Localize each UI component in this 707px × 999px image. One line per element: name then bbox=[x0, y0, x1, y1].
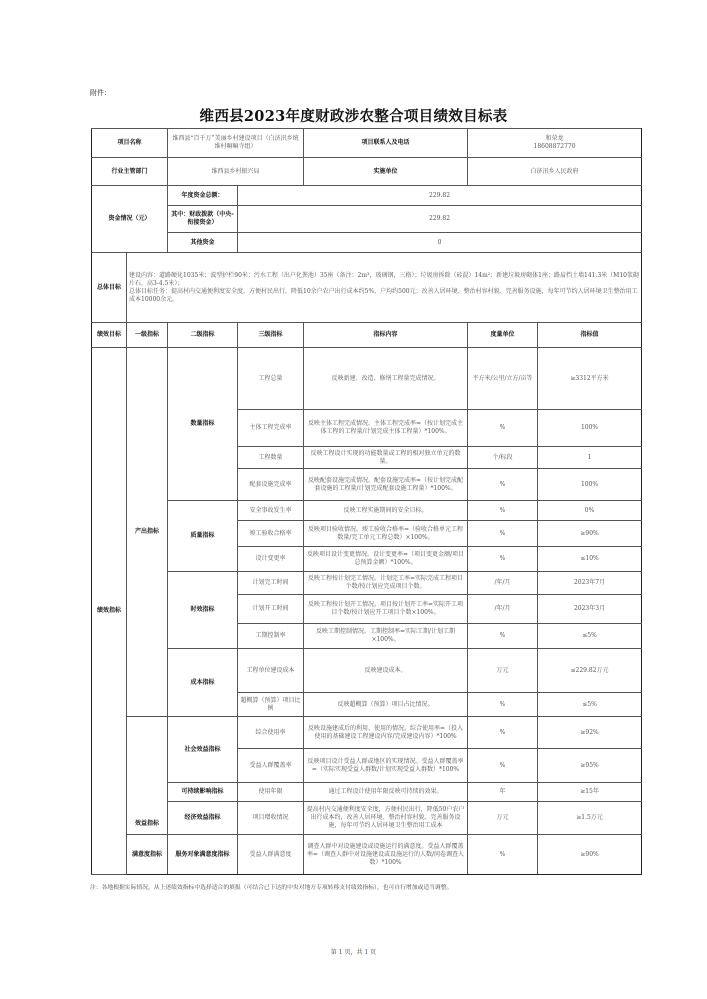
header-perf-target: 绩效目标 bbox=[92, 323, 127, 348]
indicator-unit: 平方米/公里/立方/亩等 bbox=[468, 348, 538, 410]
indicator-value: ≥1.5万元 bbox=[538, 802, 642, 835]
funding-total-label: 年度资金总额： bbox=[168, 186, 238, 206]
indicator-value: 2023年7月 bbox=[538, 572, 642, 595]
indicator-name: 工期控制率 bbox=[238, 624, 304, 649]
indicator-name: 超概算（预算）项目比例 bbox=[238, 693, 304, 717]
footnote: 注：各地根据实际情况，从上述绩效指标中选择适合的填报（可结合已下达的中央对地方专项转移支付绩效指标），也可自行增加或适当调整。 bbox=[90, 885, 453, 891]
indicator-unit: /年/月 bbox=[468, 595, 538, 624]
funding-other-label: 其他资金 bbox=[168, 233, 238, 253]
indicator-name: 竣工验收合格率 bbox=[238, 521, 304, 547]
indicator-name: 工程单位建设成本 bbox=[238, 649, 304, 693]
indicator-value: ≤5% bbox=[538, 624, 642, 649]
funding-total-value: 229.82 bbox=[238, 186, 642, 206]
indicator-value: ≥3312平方米 bbox=[538, 348, 642, 410]
overall-task-content: 总体目标任务：提高村内交通便利度安全度，方便村民出行，降低10余户农户出行成本约5%，户均约500元；改善人居环境、整治村容村貌、完善服务设施，每年可节约人居环境卫生整治用工成本10000余元。 bbox=[129, 287, 638, 303]
indicator-unit: % bbox=[468, 749, 538, 783]
level1-satisfaction: 满意度指标 bbox=[127, 835, 168, 875]
funding-fiscal-label: 其中：财政拨款（中央-衔接资金） bbox=[168, 206, 238, 233]
indicator-content: 反映工程实施期间的安全目标。 bbox=[304, 501, 468, 521]
header-level2: 二级指标 bbox=[168, 323, 238, 348]
indicator-value: 1 bbox=[538, 447, 642, 469]
pager-suffix: 页 bbox=[370, 949, 377, 956]
impl-value: 白济汛乡人民政府 bbox=[468, 158, 642, 186]
indicator-content: 反映配套设施完成情况。配套设施完成率=（按计划完成配套设施的工程量/计划完成配套设施工程量）*100%。 bbox=[304, 469, 468, 501]
level2-timeliness: 时效指标 bbox=[168, 572, 238, 649]
indicator-content: 通过工程设计使用年限反映可持续的效果。 bbox=[304, 783, 468, 802]
indicator-name: 项目增收情况 bbox=[238, 802, 304, 835]
impl-label: 实施单位 bbox=[304, 158, 468, 186]
indicator-value: ≤229.82万元 bbox=[538, 649, 642, 693]
overall-target-content bbox=[127, 253, 642, 323]
indicator-content: 反映建设成本。 bbox=[304, 649, 468, 693]
indicator-content: 反映工程按计划开工情况。项目按计划开工率=实际开工项目个数/按计划应开工项目个数×100%。 bbox=[304, 595, 468, 624]
indicator-value: ≤10% bbox=[538, 547, 642, 572]
indicator-unit: % bbox=[468, 547, 538, 572]
performance-target-table bbox=[91, 128, 642, 875]
indicator-name: 主体工程完成率 bbox=[238, 410, 304, 447]
indicator-name: 设计变更率 bbox=[238, 547, 304, 572]
header-level1: 一级指标 bbox=[127, 323, 168, 348]
indicator-value: ≥90% bbox=[538, 521, 642, 547]
indicator-name: 配套设施完成率 bbox=[238, 469, 304, 501]
level2-service: 服务对象满意度指标 bbox=[168, 835, 238, 875]
indicator-name: 安全事故发生率 bbox=[238, 501, 304, 521]
indicator-unit: % bbox=[468, 410, 538, 447]
pager-prefix: 第 bbox=[330, 949, 337, 956]
indicator-unit: 万元 bbox=[468, 802, 538, 835]
indicator-content: 反映主体工程完成情况。主体工程完成率=（按计划完成主体工程的工程量/计划完成主体工程量）*100%。 bbox=[304, 410, 468, 447]
indicator-name: 工程总量 bbox=[238, 348, 304, 410]
indicator-content: 调查人群中对设施建设或设施运行的满意度。受益人群覆盖率=（调查人群中对设施建设或设施运行的人数/问卷调查人数）*100% bbox=[304, 835, 468, 875]
total-pages: 1 bbox=[364, 949, 369, 956]
level2-social: 社会效益指标 bbox=[168, 717, 238, 783]
indicator-name: 使用年限 bbox=[238, 783, 304, 802]
level1-output: 产出指标 bbox=[127, 348, 168, 717]
indicator-content: 反映设施建成后的利用、使用的情况。综合使用率=（投入使用的基础建设工程建设内容/完成建设内容）*100% bbox=[304, 717, 468, 749]
page-indicator bbox=[0, 947, 707, 956]
header-value: 指标值 bbox=[538, 323, 642, 348]
indicator-name: 受益人群覆盖率 bbox=[238, 749, 304, 783]
indicator-unit: % bbox=[468, 693, 538, 717]
indicator-content: 反映工期控制情况。工期控制率=实际工期/计划工期×100%。 bbox=[304, 624, 468, 649]
indicator-unit: % bbox=[468, 469, 538, 501]
contact-label: 项目联系人及电话 bbox=[304, 129, 468, 158]
project-name-value: 维西县“百千万”美丽乡村建设项目（白济汛乡统维村嘛嘛寺组） bbox=[168, 129, 304, 158]
overall-target-label: 总体目标 bbox=[92, 253, 127, 323]
indicator-name: 计划完工时间 bbox=[238, 572, 304, 595]
table-row bbox=[92, 348, 642, 410]
table-row bbox=[92, 717, 642, 749]
indicator-name: 受益人群满意度 bbox=[238, 835, 304, 875]
funding-fiscal-value: 229.82 bbox=[238, 206, 642, 233]
indicator-value: ≥15年 bbox=[538, 783, 642, 802]
indicator-unit: 个/标段 bbox=[468, 447, 538, 469]
indicator-content: 反映超概算（预算）项目占比情况。 bbox=[304, 693, 468, 717]
indicator-value: ≤5% bbox=[538, 693, 642, 717]
level2-cost: 成本指标 bbox=[168, 649, 238, 717]
indicator-content: 反映项目设计变更情况。设计变更率=（项目变更金额/项目总预算金额）*100%。 bbox=[304, 547, 468, 572]
indicator-unit: % bbox=[468, 501, 538, 521]
indicator-value: ≥92% bbox=[538, 717, 642, 749]
contact-phone: 18608872770 bbox=[533, 143, 576, 150]
level1-benefit: 效益指标 bbox=[127, 717, 168, 835]
current-page: 1 bbox=[338, 949, 343, 956]
table-row bbox=[92, 783, 642, 802]
indicator-content: 反映项目验收情况。竣工验收合格率=（验收合格单元工程数量/完工单元工程总数）×100%。 bbox=[304, 521, 468, 547]
indicator-unit: % bbox=[468, 521, 538, 547]
indicator-value: ≥95% bbox=[538, 749, 642, 783]
indicator-unit: 年 bbox=[468, 783, 538, 802]
table-row bbox=[92, 501, 642, 521]
indicator-name: 工程数量 bbox=[238, 447, 304, 469]
indicator-name: 综合使用率 bbox=[238, 717, 304, 749]
document-title: 维西县2023年度财政涉农整合项目绩效目标表 bbox=[199, 108, 508, 125]
funding-label: 资金情况（元） bbox=[92, 186, 168, 253]
indicator-unit: % bbox=[468, 835, 538, 875]
indicator-value: ≥90% bbox=[538, 835, 642, 875]
dept-label: 行业主管部门 bbox=[92, 158, 168, 186]
indicator-name: 计划开工时间 bbox=[238, 595, 304, 624]
indicator-value: 2023年3月 bbox=[538, 595, 642, 624]
table-row bbox=[92, 835, 642, 875]
indicator-unit: /年/月 bbox=[468, 572, 538, 595]
indicator-value: 100% bbox=[538, 469, 642, 501]
indicator-content: 反映项目设计受益人群或地区的实现情况。受益人群覆盖率=（实际实现受益人群数/计划实现受益人群数）*100% bbox=[304, 749, 468, 783]
attachment-label: 附件： bbox=[90, 89, 111, 97]
level2-sustain: 可持续影响指标 bbox=[168, 783, 238, 802]
indicator-value: 0% bbox=[538, 501, 642, 521]
overall-construction-content: 建设内容：道路硬化1035米；波型护栏90米；污水工程（出户化粪池）35座（备注：2m³，玻璃钢，三格）；垃圾房拆除（砖混）14m²；新建垃圾房砌体1座；路肩挡土墙141.3米（M10浆砌片石，高3-4.5米）； bbox=[129, 271, 639, 287]
funding-other-value: 0 bbox=[238, 233, 642, 253]
pager-mid: 页，共 bbox=[344, 949, 363, 956]
contact-name: 和荣龙 bbox=[545, 135, 564, 142]
header-unit: 度量单位 bbox=[468, 323, 538, 348]
project-name-label: 项目名称 bbox=[92, 129, 168, 158]
indicator-unit: 万元 bbox=[468, 649, 538, 693]
indicator-content: 反映工程按计划完工情况。计划完工率=实际完成工程项目个数/按计划应完成项目个数。 bbox=[304, 572, 468, 595]
level2-quality: 质量指标 bbox=[168, 501, 238, 572]
header-level3: 三级指标 bbox=[238, 323, 304, 348]
indicator-unit: % bbox=[468, 717, 538, 749]
indicator-content: 反映新建、改造、修缮工程量完成情况。 bbox=[304, 348, 468, 410]
header-content: 指标内容 bbox=[304, 323, 468, 348]
perf-root-label: 绩效指标 bbox=[92, 348, 127, 875]
indicator-content: 反映工程设计实现的功能数量或工程的相对独立单元的数量。 bbox=[304, 447, 468, 469]
table-row bbox=[92, 649, 642, 693]
table-row bbox=[92, 572, 642, 595]
indicator-unit: % bbox=[468, 624, 538, 649]
level2-quantity: 数量指标 bbox=[168, 348, 238, 501]
table-row bbox=[92, 802, 642, 835]
dept-value: 维西县乡村振兴局 bbox=[168, 158, 304, 186]
contact-value bbox=[468, 129, 642, 158]
indicator-value: 100% bbox=[538, 410, 642, 447]
indicator-content: 提高村内交通便利度安全度，方便村民出行，降低50户农户出行成本约，改善人居环境、整治村容村貌、完善服务设施，每年可节约人居环境卫生整治用工成本 bbox=[304, 802, 468, 835]
level2-economic: 经济效益指标 bbox=[168, 802, 238, 835]
